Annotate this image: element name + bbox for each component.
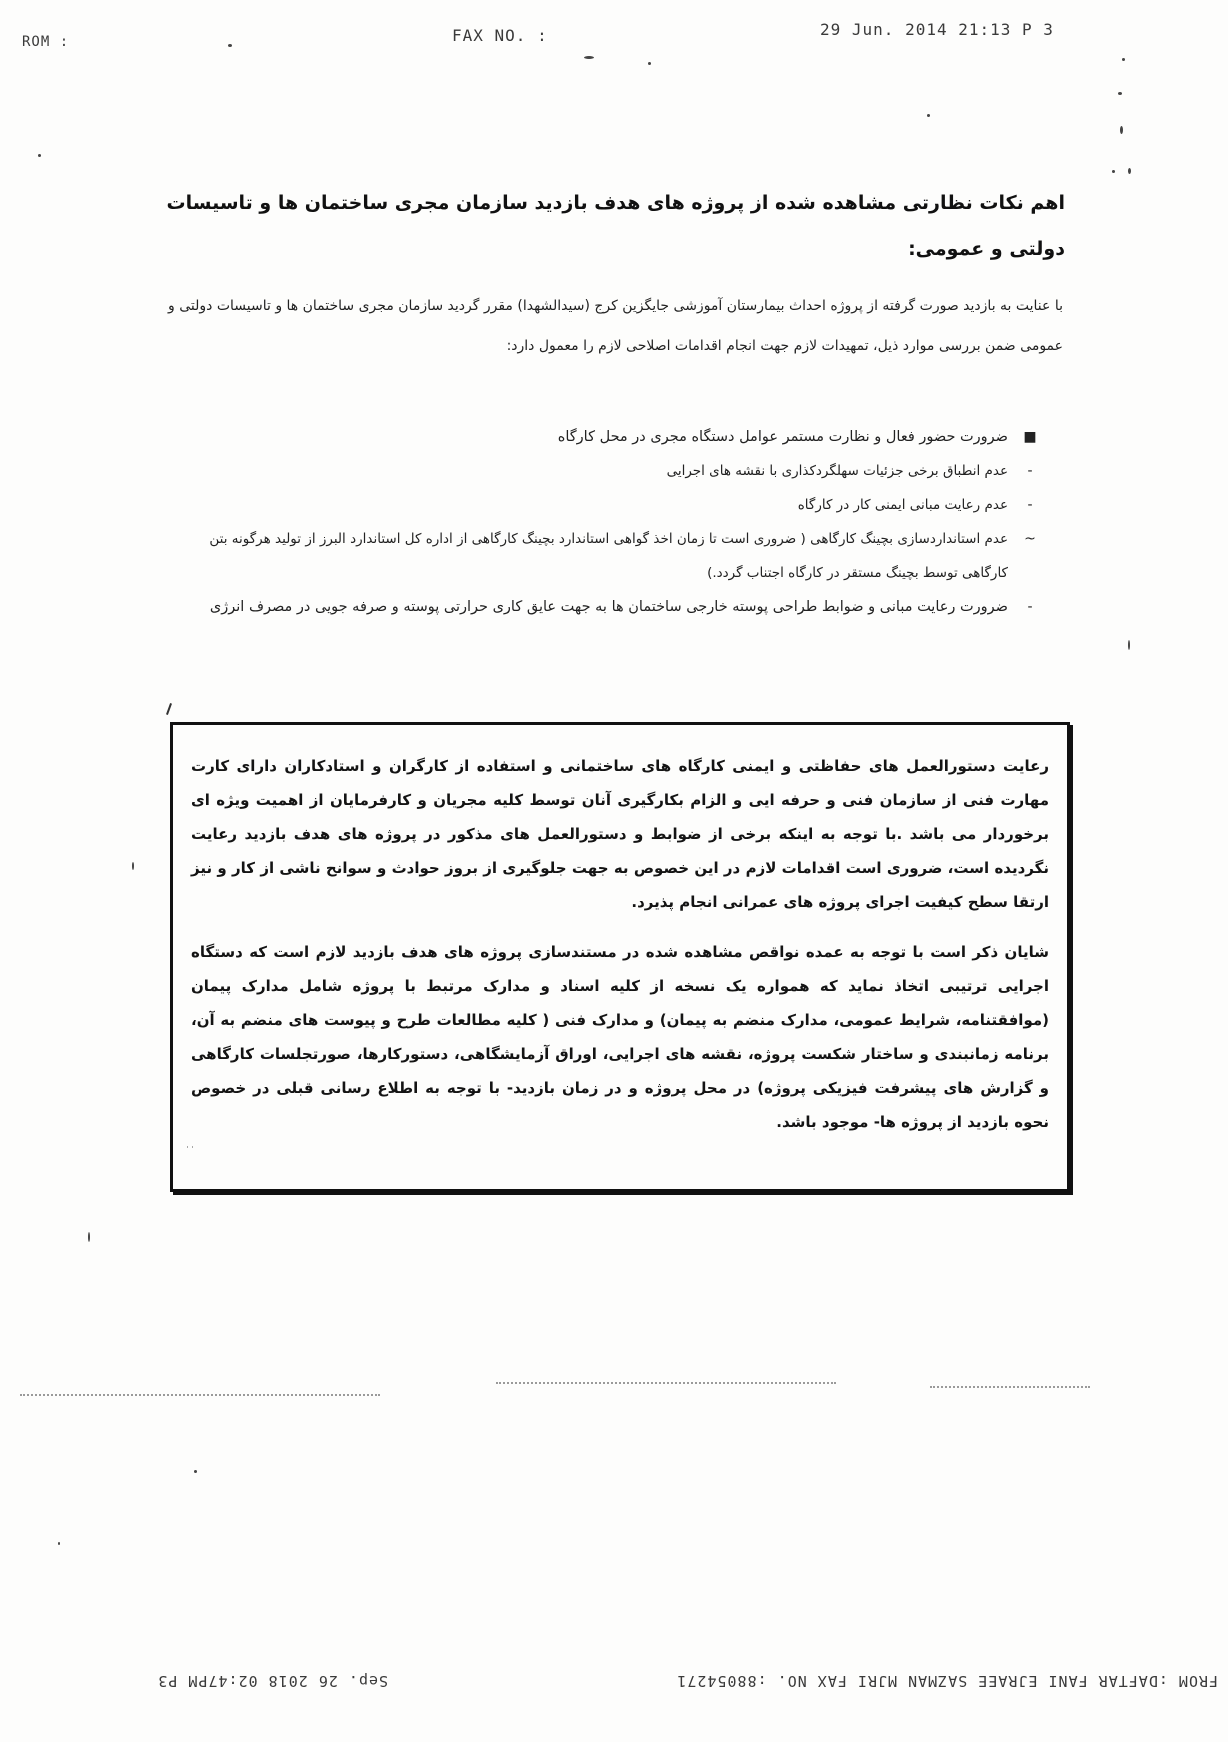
document-title: اهم نکات نظارتی مشاهده شده از پروژه های هدف بازدید سازمان مجری ساختمان ها و تاسیسات دولتی و عمومی: [166,192,1065,260]
scan-speck [38,154,41,157]
list-item-text: ضرورت حضور فعال و نظارت مستمر عوامل دستگاه مجری در محل کارگاه [557,429,1008,445]
list-item-text: عدم رعایت مبانی ایمنی کار در کارگاه [797,497,1008,513]
list-item [200,420,1040,454]
fax-header-from-stub: ROM : [22,34,70,50]
scan-speck [58,1542,60,1545]
fax-footer-mirrored [0,1660,1228,1700]
notice-paragraph-1: رعایت دستورالعمل های حفاظتی و ایمنی کارگاه های ساختمانی و استفاده از کارگران و استادکاران دارای کارت مهارت فنی از سازمان فنی و حرفه ایی و الزام بکارگیری آنان توسط کلیه مجریان و کارفرمایان از اهمیت ویژه ای برخوردار می باشد .با توجه به اینکه برخی از ضوابط و دستورالعمل های مذکور در پروژه های هدف بازدید رعایت نگردیده است، ضروری است اقدامات لازم در این خصوص به جهت جلوگیری از بروز حوادث و سوانح ناشی از کار و نیز ارتقا سطح کیفیت اجرای پروژه های عمرانی انجام پذیرد. [191,757,1049,911]
scan-mark: ˙˙ [185,1146,195,1157]
scan-speck [927,114,930,117]
bullet-icon: ~ [1024,531,1036,547]
bullet-icon: - [1027,599,1033,615]
list-item [200,522,1040,590]
list-item-text: ضرورت رعایت مبانی و ضوابط طراحی پوسته خارجی ساختمان ها به جهت عایق کاری حرارتی پوسته و صرفه جویی در مصرف انرژی [209,599,1008,615]
scan-speck [584,56,594,59]
list-item-text: عدم استانداردسازی بچینگ کارگاهی ( ضروری است تا زمان اخذ گواهی استاندارد بچینگ کارگاهی از اداره کل استاندارد البرز از تولید هرگونه بتن کارگاهی توسط بچینگ مستقر در کارگاه اجتناب گردد.) [209,531,1008,581]
scan-speck [228,44,232,47]
fax-header-number: FAX NO. : [452,26,548,45]
scan-speck [1112,170,1115,173]
scan-speck [1128,168,1131,174]
list-item [200,454,1040,488]
intro-paragraph: با عنایت به بازدید صورت گرفته از پروژه احداث بیمارستان آموزشی جایگزین کرج (سیدالشهدا) مقرر گردید سازمان مجری ساختمان ها و تاسیسات دولتی و عمومی ضمن بررسی موارد ذیل، تمهیدات لازم جهت انجام اقدامات اصلاحی لازم را معمول دارد: [168,298,1063,354]
fax-footer-sender: FROM :DAFTAR FANI EJRAEE SAZMAN MJRI FAX NO. :88054271 [676,1672,1218,1690]
list-item [200,488,1040,522]
list-item-text: عدم انطباق برخی جزئیات سهلگردکذاری با نقشه های اجرایی [666,463,1008,479]
notice-paragraph-2: شایان ذکر است با توجه به عمده نواقص مشاهده شده در مستندسازی پروژه های هدف بازدید لازم است که دستگاه اجرایی ترتیبی اتخاذ نماید که همواره یک نسخه از کلیه اسناد و مدارک مرتبط با پروژه شامل مدارک پیمان (موافقتنامه، شرایط عمومی، مدارک منضم به پیمان) و مدارک فنی ( کلیه مطالعات طرح و پیوست های منضم به آن، برنامه زمانبندی و ساختار شکست پروژه، نقشه های اجرایی، اوراق آزمایشگاهی، دستورکارها، صورتجلسات کارگاهی و گزارش های پیشرفت فیزیکی پروژه) در محل پروژه و در زمان بازدید- با توجه به اطلاع رسانی قبلی در خصوص نحوه بازدید از پروژه ها- موجود باشد. [191,943,1049,1131]
scan-dotted-line [930,1386,1090,1388]
bullet-icon: - [1027,463,1033,479]
scan-speck [88,1232,90,1242]
scan-speck [648,62,651,65]
scan-speck [194,1470,197,1473]
scan-speck [1120,126,1123,134]
scan-speck [132,862,134,870]
notice-box [170,722,1070,1192]
observation-list [200,420,1040,624]
scan-dotted-line [496,1382,836,1384]
scan-speck [1118,92,1122,95]
fax-header-datetime: 29 Jun. 2014 21:13 P 3 [820,20,1054,39]
scan-speck [1128,640,1130,650]
bullet-icon: ■ [1023,429,1037,445]
fax-footer-timestamp: Sep. 26 2018 02:47PM P3 [157,1672,388,1690]
fax-header [0,20,1228,50]
scan-dotted-line [20,1394,380,1396]
scan-speck [1122,58,1125,61]
bullet-icon: - [1027,497,1033,513]
handwritten-tick [166,703,172,715]
list-item [200,590,1040,624]
